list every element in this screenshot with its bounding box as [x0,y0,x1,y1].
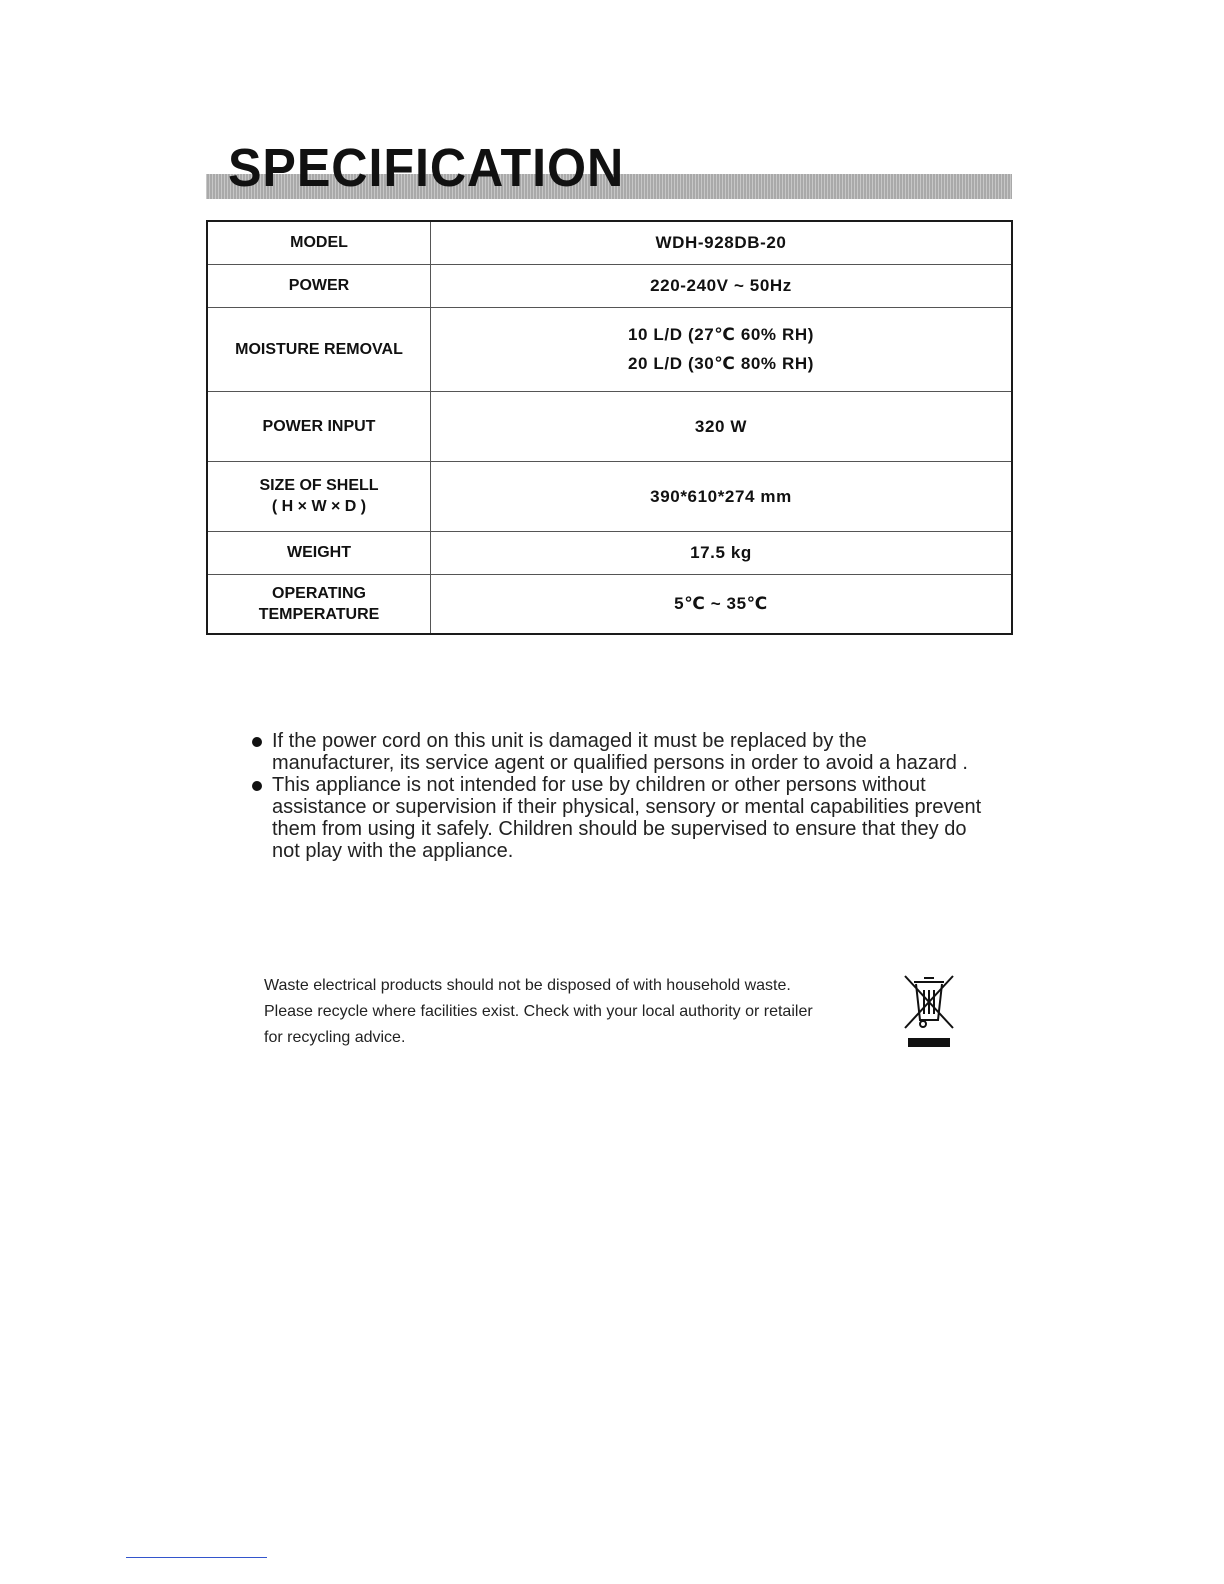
spec-label-text: WEIGHT [287,544,351,561]
spec-value [431,531,1013,574]
spec-label-text: SIZE OF SHELL [259,477,379,494]
spec-value-text: 390*610*274 mm [650,486,792,506]
table-row [207,264,1012,307]
table-row [207,391,1012,461]
table-row [207,221,1012,264]
waste-notice-line: for recycling advice. [264,1029,406,1046]
spec-value [431,391,1013,461]
list-item [252,730,992,774]
spec-label-text: TEMPERATURE [258,605,380,623]
spec-value-text: 5℃ ~ 35℃ [674,594,768,614]
spec-value [431,264,1013,307]
spec-label [207,391,431,461]
table-row [207,574,1012,634]
spec-label-text: ( H × W × D ) [271,498,367,515]
spec-label [207,574,431,634]
specification-table [206,220,1013,635]
table-row [207,461,1012,531]
crossed-out-wheelie-bin-icon [902,974,956,1050]
spec-value-text: 220-240V ~ 50Hz [650,276,792,295]
spec-value [431,461,1013,531]
list-item [252,774,992,862]
spec-label [207,264,431,307]
footer-rule [126,1557,267,1558]
waste-disposal-notice [264,973,904,1051]
spec-label [207,531,431,574]
spec-value [431,574,1013,634]
spec-label-text: MOISTURE REMOVAL [235,340,403,358]
spec-label-text: POWER INPUT [262,417,376,435]
note-text: If the power cord on this unit is damaged it must be replaced by the manufacturer, its service agent or qualified persons in order to avoid a hazard . [272,730,968,774]
spec-value-text: 17.5 kg [690,543,752,562]
page-title: SPECIFICATION [228,138,625,198]
spec-value-text: 320 W [694,416,748,436]
spec-value-text: 10 L/D (27℃ 60% RH) [628,325,814,344]
table-row [207,531,1012,574]
waste-notice-line: Please recycle where facilities exist. Check with your local authority or retailer [264,1003,813,1020]
spec-value-text: WDH-928DB-20 [655,233,787,253]
spec-value-text: 20 L/D (30℃ 80% RH) [628,354,814,373]
spec-label-text: OPERATING [272,584,366,602]
spec-label [207,307,431,391]
spec-label-text: POWER [288,277,350,294]
spec-value [431,307,1013,391]
spec-label [207,221,431,264]
bullet-dot-icon [252,737,262,747]
safety-notes-list [252,730,992,862]
spec-value [431,221,1013,264]
note-text: This appliance is not intended for use by children or other persons without assistance or supervision if their physical, sensory or mental capabilities prevent them from using it safely. Children should be supervised to ensure that they do not play with the appliance. [272,774,982,862]
spec-label [207,461,431,531]
table-row [207,307,1012,391]
waste-notice-line: Waste electrical products should not be disposed of with household waste. [264,977,791,994]
bullet-dot-icon [252,781,262,791]
spec-label-text: MODEL [290,234,348,252]
